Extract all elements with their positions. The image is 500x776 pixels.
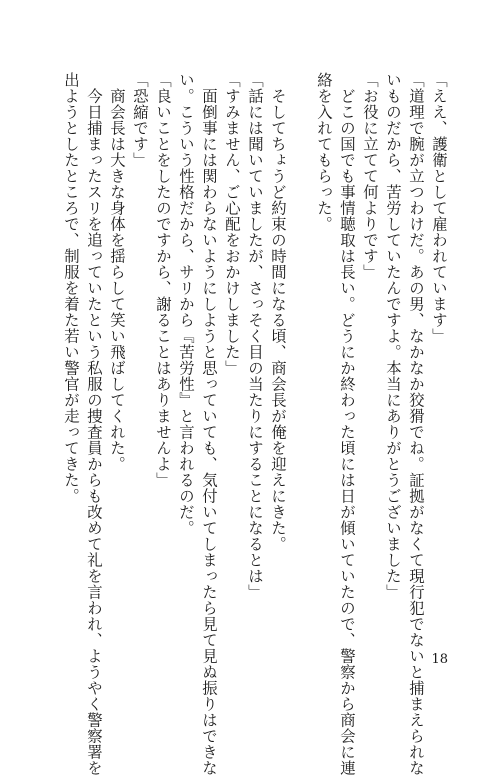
text-line: どこの国でも事情聴取は長い。どうにか終わった頃には日が傾いていたので、警察から商会に連 — [338, 72, 356, 776]
text-line: 絡を入れてもらった。 — [315, 72, 333, 232]
text-line: い。こういう性格だから、サリから『苦労性』と言われるのだ。 — [177, 72, 195, 536]
text-line: そしてちょうど約束の時間になる頃、商会長が俺を迎えにきた。 — [269, 72, 287, 552]
text-line: 「恐縮です」 — [131, 72, 149, 168]
text-line: いものだから、苦労していたんですよ。本当にありがとうございました」 — [384, 72, 402, 600]
text-line: 面倒事には関わらないようにしようと思っていても、気付いてしまったら見て見ぬ振りはできな — [200, 72, 218, 776]
text-line: 商会長は大きな身体を揺らして笑い飛ばしてくれた。 — [108, 72, 126, 472]
text-line: 今日捕まったスリを追っていたという私服の捜査員からも改めて礼を言われ、ようやく警察署を — [85, 72, 103, 776]
text-line: 「すみません、ご心配をおかけしました」 — [223, 72, 241, 376]
text-line: 「話には聞いていましたが、さっそく目の当たりにすることになるとは」 — [246, 72, 264, 600]
page-number: 18 — [431, 652, 448, 667]
scene-break — [289, 72, 312, 612]
text-line: 「お役に立てて何よりです」 — [361, 72, 379, 280]
text-line: 「ええ、護衛として雇われています」 — [430, 72, 448, 344]
text-line: 「道理で腕が立つわけだ。あの男、なかなか狡猾でね。証拠がなくて現行犯でないと捕まえられな — [407, 72, 425, 776]
text-line: 出ようとしたところで、制服を着た若い警官が走ってきた。 — [62, 72, 80, 504]
text-line: 「良いことをしたのですから、謝ることはありませんよ」 — [154, 72, 172, 488]
